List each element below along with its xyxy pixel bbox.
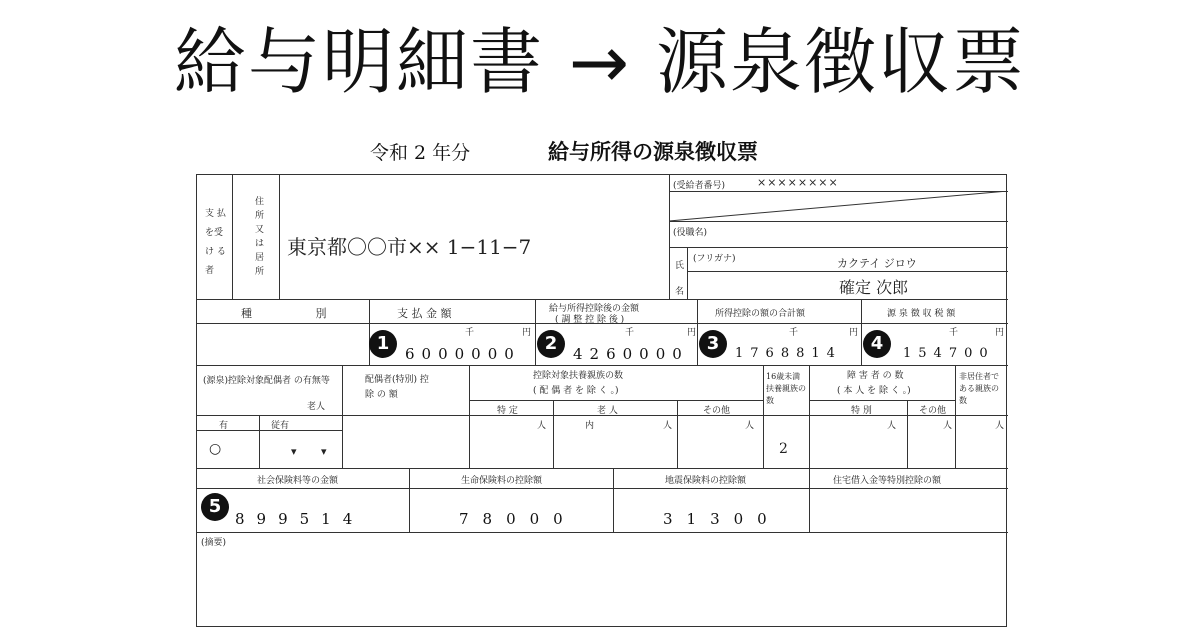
form-title: 給与所得の源泉徴収票 (548, 140, 758, 164)
nonresident-label: 非居住者である親族の数 (959, 372, 999, 405)
payee-address: 東京都〇〇市×× 1−11−7 (287, 235, 532, 259)
badge-1: 1 (369, 330, 397, 358)
badge-2: 2 (537, 330, 565, 358)
after-deduction-amount: 4260000 (573, 345, 689, 363)
address-label: 住所又は居所 (255, 197, 265, 277)
recipient-no: ×××××××× (757, 176, 839, 189)
deduction-total: 1768814 (735, 346, 842, 361)
badge-3: 3 (699, 330, 727, 358)
col-after-sub: ( 調 整 控 除 後 ) (555, 315, 625, 325)
radio-checked-icon[interactable]: ○ (209, 441, 222, 457)
elderly-label: 老人 (307, 402, 326, 412)
dep-sub-label: ( 配 偶 者 を 除 く 。) (533, 386, 619, 396)
person-unit-1: 人 (537, 421, 547, 431)
person-unit-4: 人 (887, 421, 897, 431)
withholding-slip-form (196, 174, 1007, 627)
have-label: 有 (219, 421, 229, 431)
pay-amount: 6000000 (405, 345, 521, 363)
special-label: 特 別 (851, 406, 872, 416)
earthquake-amount: 31300 (663, 510, 781, 528)
col-pay: 支 払 金 額 (397, 307, 452, 320)
unit-thousand-1: 千 (465, 328, 475, 338)
spouse-special-label: 配偶者(特別) 控 除 の 額 (365, 375, 429, 400)
payee-label: 支 払 を受け る 者 (205, 209, 226, 276)
person-unit-2: 人 (663, 421, 673, 431)
unit-yen-4: 円 (995, 328, 1005, 338)
name-label: 氏名 (675, 261, 685, 297)
person-unit-5: 人 (943, 421, 953, 431)
earthquake-label: 地震保険料の控除額 (665, 476, 747, 486)
unit-yen-3: 円 (849, 328, 859, 338)
form-year: 令和 2 年分 (370, 142, 471, 164)
page-title: 給与明細書 → 源泉徴収票 (173, 20, 1027, 104)
unit-thousand-4: 千 (949, 328, 959, 338)
specific-label: 特 定 (497, 406, 518, 416)
inner-unit-1: 内 (585, 421, 595, 431)
unit-thousand-2: 千 (625, 328, 635, 338)
spouse-label: (源泉)控除対象配偶者 の有無等 (203, 376, 330, 386)
subordinate-label: 従有 (271, 421, 290, 431)
under16-label: 16歳未満扶養親族の数 (766, 372, 806, 405)
col-deduction: 所得控除の額の合計額 (715, 309, 806, 319)
social-label: 社会保険料等の金額 (257, 476, 339, 486)
remarks-label: (摘要) (201, 538, 227, 548)
position-label: (役職名) (673, 228, 708, 238)
person-unit-6: 人 (995, 421, 1005, 431)
other-label: その他 (703, 406, 731, 416)
dropdown-icon-2[interactable]: ▾ (321, 445, 327, 458)
life-amount: 78000 (459, 510, 577, 528)
recipient-no-label: (受給者番号) (673, 181, 726, 191)
col-tax: 源 泉 徴 収 税 額 (887, 309, 956, 319)
other2-label: その他 (919, 406, 947, 416)
col-after: 給与所得控除後の金額 (549, 304, 640, 314)
unit-yen-1: 円 (522, 328, 532, 338)
badge-5: 5 (201, 493, 229, 521)
disabled-sub-label: ( 本 人 を 除 く 。) (837, 386, 911, 396)
dropdown-icon-1[interactable]: ▾ (291, 445, 297, 458)
withholding-tax: 154700 (903, 346, 995, 361)
old-label: 老 人 (597, 406, 618, 416)
unit-thousand-3: 千 (789, 328, 799, 338)
under16-count: 2 (779, 441, 788, 457)
person-unit-3: 人 (745, 421, 755, 431)
payee-name: 確定 次郎 (839, 278, 909, 297)
dep-count-label: 控除対象扶養親族の数 (533, 371, 624, 381)
furigana-label: (フリガナ) (693, 254, 736, 264)
furigana: カクテイ ジロウ (837, 257, 917, 270)
housing-label: 住宅借入金等特別控除の額 (833, 476, 942, 486)
unit-yen-2: 円 (687, 328, 697, 338)
life-label: 生命保険料の控除額 (461, 476, 543, 486)
badge-4: 4 (863, 330, 891, 358)
col-type: 種 別 (241, 307, 357, 320)
social-amount: 899514 (235, 510, 365, 528)
disabled-label: 障 害 者 の 数 (847, 371, 904, 381)
